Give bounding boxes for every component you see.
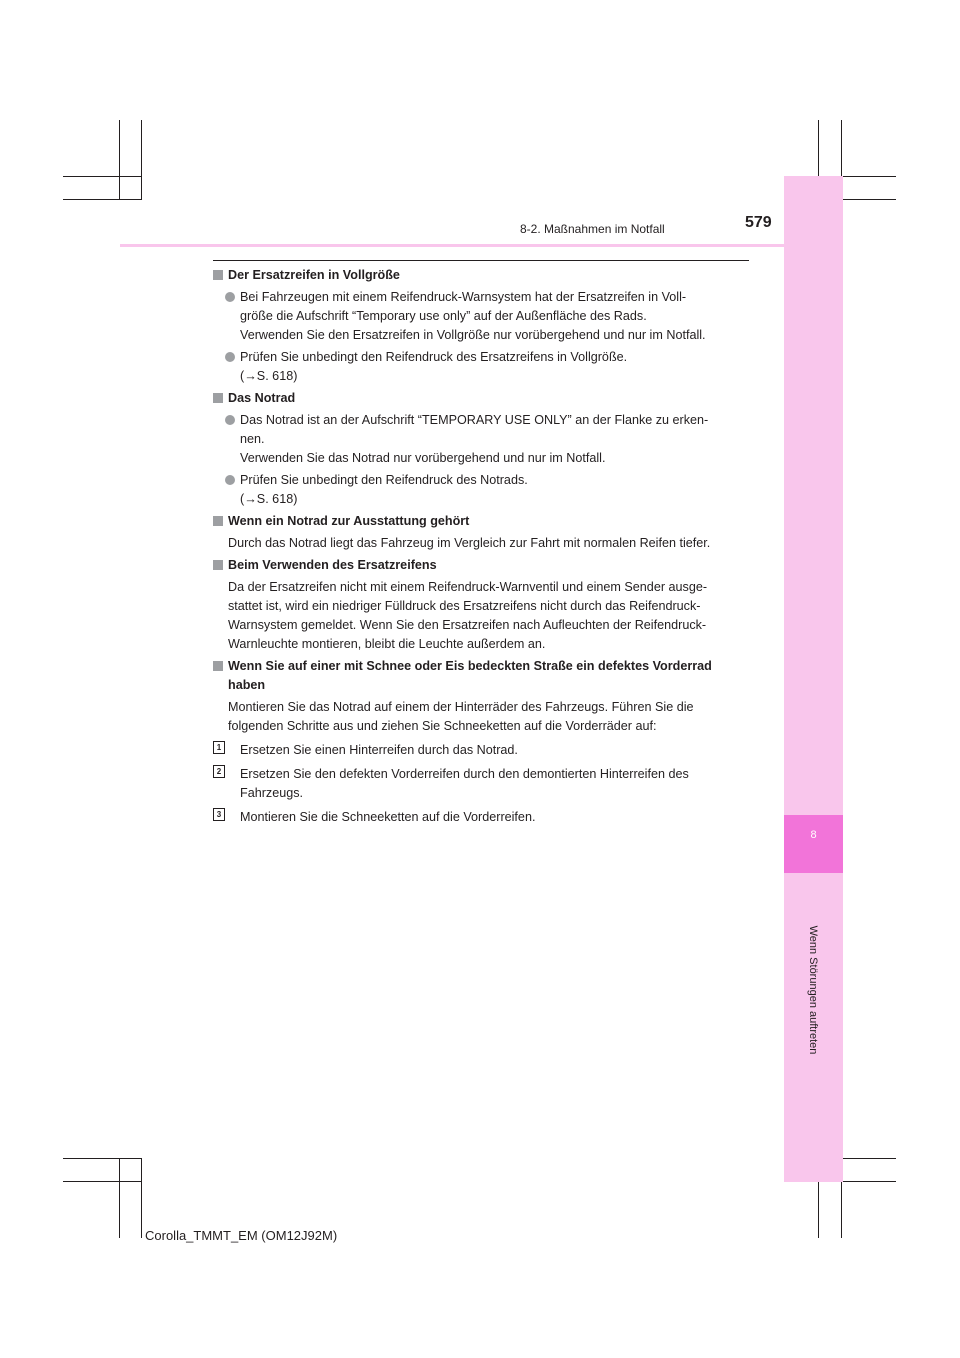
- square-bullet-icon: [213, 661, 223, 671]
- circle-bullet-icon: [225, 415, 235, 425]
- section-title: 8-2. Maßnahmen im Notfall: [520, 222, 665, 236]
- square-bullet-icon: [213, 270, 223, 280]
- crop-mark: [63, 1181, 141, 1182]
- text-line: folgenden Schritte aus und ziehen Sie Schneeketten auf die Vorderräder auf:: [228, 719, 657, 733]
- text-line: Montieren Sie die Schneeketten auf die Vorderreifen.: [240, 810, 536, 824]
- crop-mark: [63, 199, 141, 200]
- chapter-number: 8: [784, 815, 843, 873]
- text-line: Montieren Sie das Notrad auf einem der Hinterräder des Fahrzeugs. Führen Sie die: [228, 700, 694, 714]
- bullet-item: [225, 411, 749, 468]
- document-id: Corolla_TMMT_EM (OM12J92M): [145, 1228, 338, 1243]
- crop-mark: [119, 1158, 120, 1238]
- circle-bullet-icon: [225, 352, 235, 362]
- crop-mark: [119, 120, 120, 200]
- step-number-badge: 2: [213, 765, 225, 778]
- bullet-item: [225, 288, 749, 345]
- page-content: [213, 266, 749, 830]
- subsection-heading: [213, 556, 749, 575]
- paragraph: [228, 578, 749, 654]
- heading-text: Der Ersatzreifen in Vollgröße: [228, 268, 400, 282]
- circle-bullet-icon: [225, 475, 235, 485]
- step-number-badge: 3: [213, 808, 225, 821]
- chapter-label: Wenn Störungen auftreten: [807, 925, 819, 1055]
- heading-text: Das Notrad: [228, 391, 296, 405]
- content-top-rule: [213, 260, 749, 261]
- text-line: Bei Fahrzeugen mit einem Reifendruck-Warnsystem hat der Ersatzreifen in Voll-: [240, 290, 687, 304]
- bullet-item: [225, 471, 749, 509]
- page-number: 579: [745, 214, 772, 231]
- text-line: Ersetzen Sie den defekten Vorderreifen durch den demontierten Hinterreifen des: [240, 767, 689, 781]
- text-line: Ersetzen Sie einen Hinterreifen durch das Notrad.: [240, 743, 518, 757]
- text-line: Da der Ersatzreifen nicht mit einem Reifendruck-Warnventil und einem Sender ausge-: [228, 580, 708, 594]
- text-line: Verwenden Sie das Notrad nur vorübergehend und nur im Notfall.: [240, 451, 606, 465]
- crop-mark: [63, 176, 141, 177]
- text-line: stattet ist, wird ein niedriger Fülldruck des Ersatzreifens nicht durch das Reifendruck-: [228, 599, 701, 613]
- step-item: [213, 741, 749, 760]
- step-item: [213, 808, 749, 827]
- paragraph: [228, 698, 749, 736]
- square-bullet-icon: [213, 393, 223, 403]
- step-item: [213, 765, 749, 803]
- text-line: Warnleuchte montieren, bleibt die Leuchte außerdem an.: [228, 637, 546, 651]
- square-bullet-icon: [213, 516, 223, 526]
- text-line: Fahrzeugs.: [240, 786, 303, 800]
- bullet-item: [225, 348, 749, 386]
- paragraph: [228, 534, 749, 553]
- subsection-heading: [213, 389, 749, 408]
- crop-mark: [141, 120, 142, 200]
- crop-mark: [63, 1158, 141, 1159]
- text-line: Prüfen Sie unbedingt den Reifendruck des Notrads.: [240, 473, 528, 487]
- text-line: Warnsystem gemeldet. Wenn Sie den Ersatzreifen nach Aufleuchten der Reifendruck-: [228, 618, 707, 632]
- circle-bullet-icon: [225, 292, 235, 302]
- heading-text: haben: [228, 678, 266, 692]
- heading-text: Beim Verwenden des Ersatzreifens: [228, 558, 437, 572]
- subsection-heading: [213, 266, 749, 285]
- text-line: Prüfen Sie unbedingt den Reifendruck des Ersatzreifens in Vollgröße.: [240, 350, 628, 364]
- crop-mark: [141, 1158, 142, 1238]
- subsection-heading: [213, 512, 749, 531]
- subsection-heading: [213, 657, 749, 695]
- text-line: nen.: [240, 432, 265, 446]
- text-line: Verwenden Sie den Ersatzreifen in Vollgröße nur vorübergehend und nur im Notfall.: [240, 328, 706, 342]
- text-line: größe die Aufschrift “Temporary use only” auf der Außenfläche des Rads.: [240, 309, 647, 323]
- step-number-badge: 1: [213, 741, 225, 754]
- page-reference: (→S. 618): [240, 369, 298, 383]
- text-line: Das Notrad ist an der Aufschrift “TEMPORARY USE ONLY” an der Flanke zu erken-: [240, 413, 709, 427]
- heading-text: Wenn ein Notrad zur Ausstattung gehört: [228, 514, 470, 528]
- page-reference: (→S. 618): [240, 492, 298, 506]
- text-line: Durch das Notrad liegt das Fahrzeug im Vergleich zur Fahrt mit normalen Reifen tiefer.: [228, 536, 711, 550]
- header-rule: [120, 244, 784, 247]
- heading-text: Wenn Sie auf einer mit Schnee oder Eis bedeckten Straße ein defektes Vorderrad: [228, 659, 712, 673]
- square-bullet-icon: [213, 560, 223, 570]
